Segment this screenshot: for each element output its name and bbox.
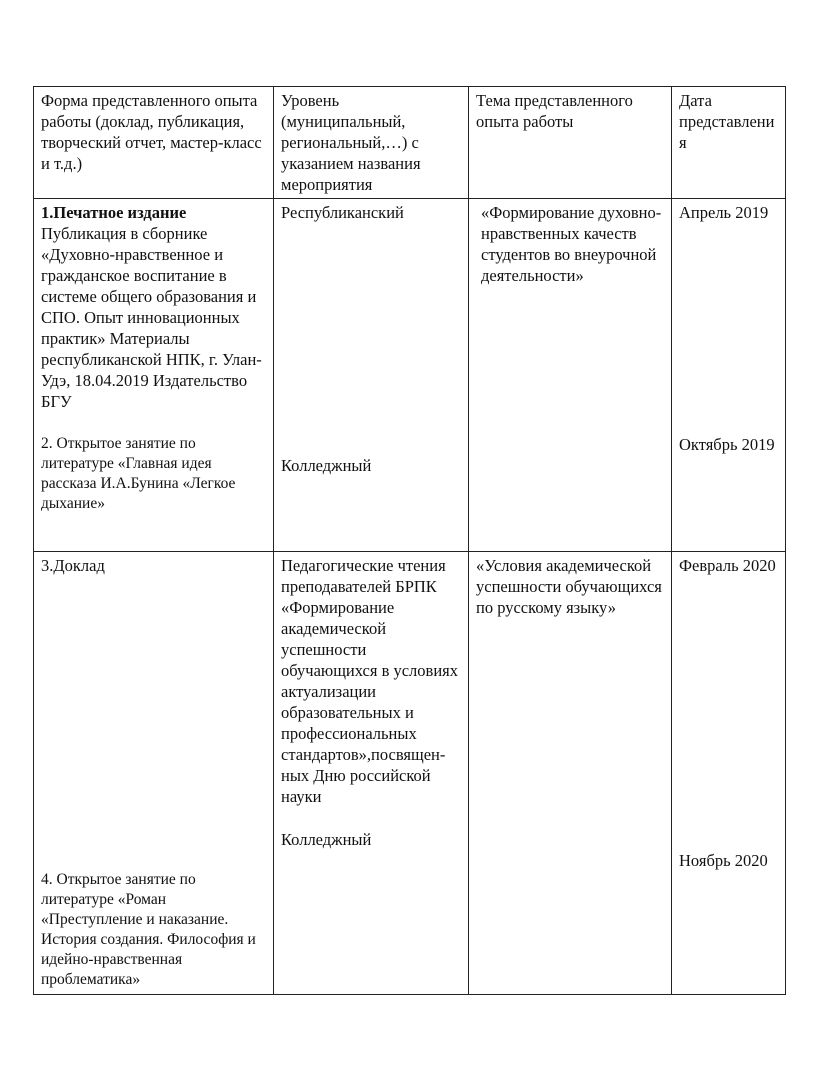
level-1: Республиканский [281, 203, 404, 222]
topic-cell [469, 552, 672, 995]
form-cell [34, 199, 274, 552]
level-cell [274, 199, 469, 552]
topic-1: «Формирование духовно-нравственных качеств студентов во внеурочной деятельности» [481, 203, 662, 285]
form-cell [34, 552, 274, 995]
table-header-row [34, 87, 786, 199]
date-cell [672, 552, 786, 995]
header-date: Дата представления [672, 87, 786, 199]
table-row [34, 552, 786, 995]
date-cell [672, 199, 786, 552]
item-2-text: 2. Открытое занятие по литературе «Главная идея рассказа И.А.Бунина «Легкое дыхание» [41, 435, 236, 512]
header-topic: Тема представленного опыта работы [469, 87, 672, 199]
topic-cell [469, 199, 672, 552]
level-3: Педагогические чтения преподавателей БРПК «Формирование академической успешности обучающихся в условиях актуализации образовательных и профессиональных стандартов»,посвящен-ных Дню российской науки [281, 556, 458, 806]
level-2: Колледжный [281, 456, 372, 475]
date-3: Февраль 2020 [679, 556, 776, 575]
item-1-text: Публикация в сборнике «Духовно-нравственное и гражданское воспитание в системе общего образования и СПО. Опыт инновационных практик» Материалы республиканской НПК, г. Улан-Удэ, 18.04.2019 Издательство БГУ [41, 224, 262, 411]
experience-table [33, 86, 786, 995]
table-row [34, 199, 786, 552]
item-3-text: 3.Доклад [41, 556, 105, 575]
header-form: Форма представленного опыта работы (доклад, публикация, творческий отчет, мастер-класс и т.д.) [34, 87, 274, 199]
item-1-title: 1.Печатное издание [41, 203, 187, 222]
date-4: Ноябрь 2020 [679, 851, 768, 870]
topic-3: «Условия академической успешности обучающихся по русскому языку» [476, 556, 662, 617]
header-level: Уровень (муниципальный, региональный,…) с указанием названия мероприятия [274, 87, 469, 199]
date-2: Октябрь 2019 [679, 435, 775, 454]
level-4: Колледжный [281, 830, 372, 849]
date-1: Апрель 2019 [679, 203, 769, 222]
level-cell [274, 552, 469, 995]
item-4-text: 4. Открытое занятие по литературе «Роман «Преступление и наказание. История создания. Философия и идейно-нравственная проблематика» [41, 871, 256, 988]
